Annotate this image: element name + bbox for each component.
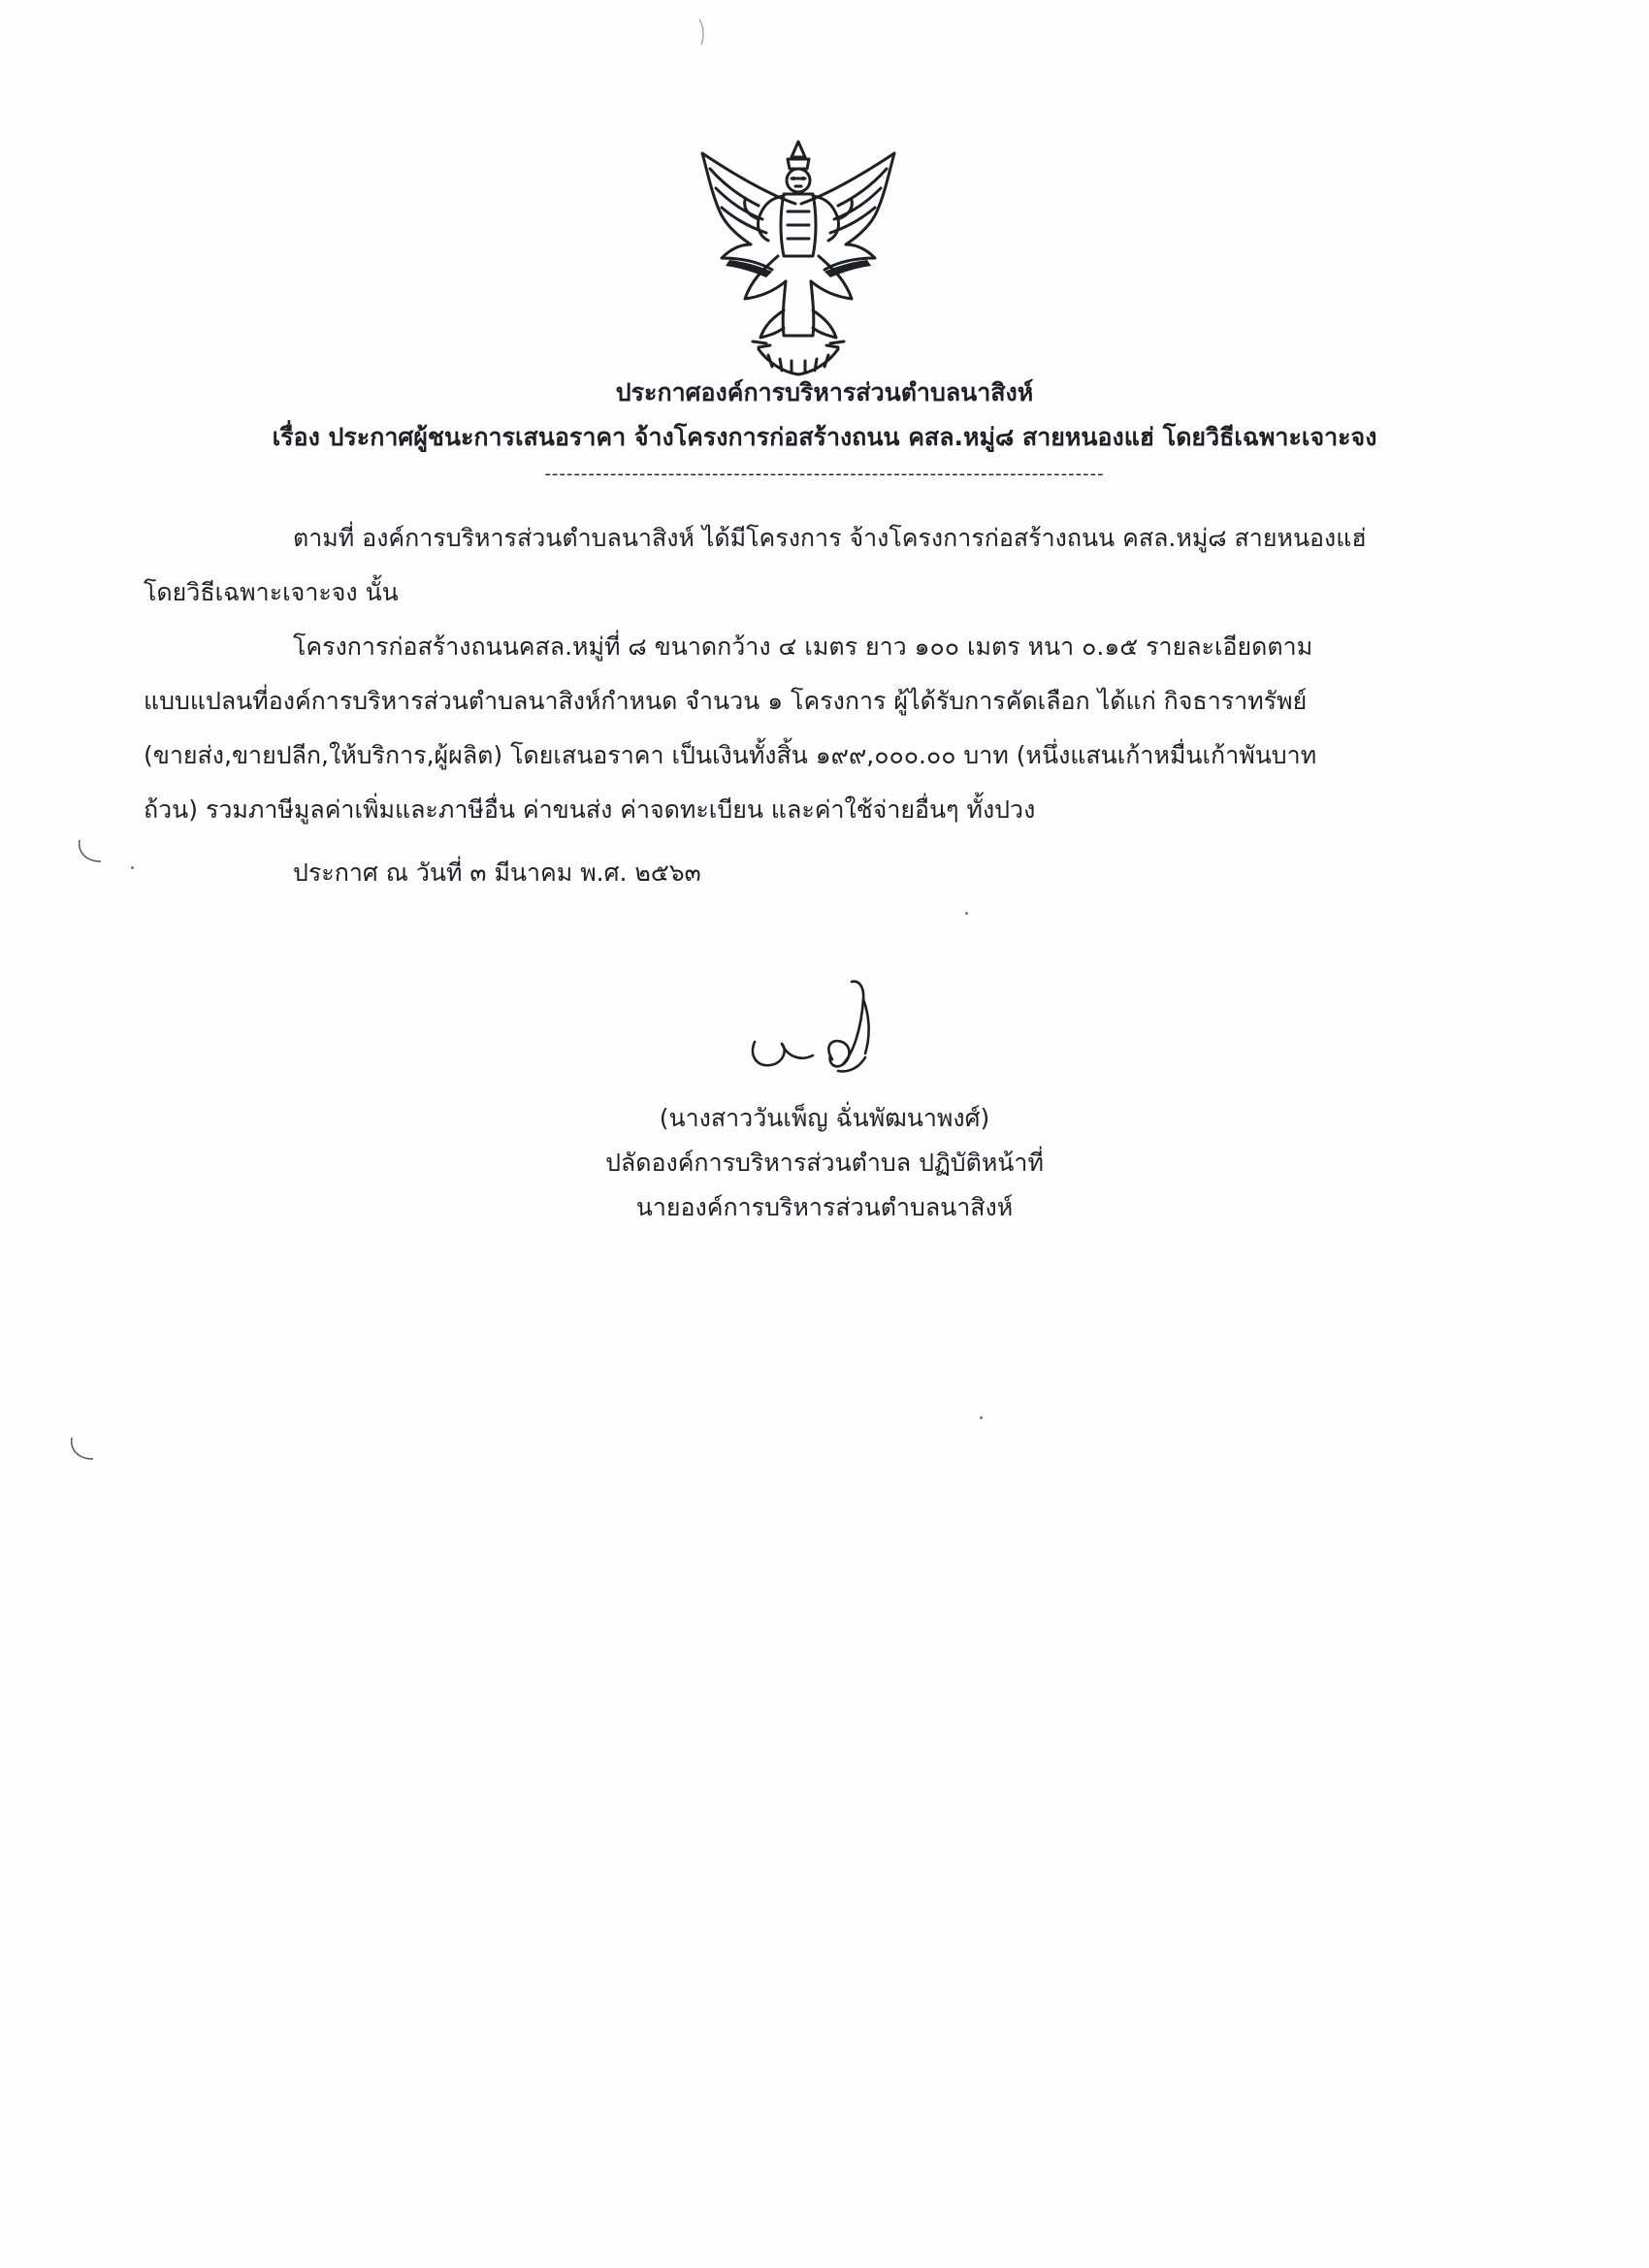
- paragraph-2-line-2: แบบแปลนที่องค์การบริหารส่วนตำบลนาสิงห์กำหนด จำนวน ๑ โครงการ ผู้ได้รับการคัดเลือก ได้แก่ กิจธาราทรัพย์: [144, 687, 1308, 715]
- signatory-name: (นางสาววันเพ็ญ ฉั่นพัฒนาพงศ์): [659, 1104, 990, 1132]
- signatory-position: ปลัดองค์การบริหารส่วนตำบล ปฏิบัติหน้าที่: [605, 1149, 1044, 1177]
- scan-mark: [696, 17, 708, 47]
- paragraph-1-line-2: โดยวิธีเฉพาะเจาะจง นั้น: [144, 578, 399, 606]
- announce-date: ประกาศ ณ วันที่ ๓ มีนาคม พ.ศ. ๒๕๖๓: [293, 859, 701, 887]
- document-header: [97, 371, 1552, 460]
- scan-speck: [980, 1416, 983, 1419]
- punch-hole-mark: [68, 1434, 97, 1463]
- signatory-acting-as: นายองค์การบริหารส่วนตำบลนาสิงห์: [635, 1193, 1014, 1221]
- paragraph-2-line-4: ถ้วน) รวมภาษีมูลค่าเพิ่มและภาษีอื่น ค่าขนส่ง ค่าจดทะเบียน และค่าใช้จ่ายอื่นๆ ทั้งปวง: [144, 795, 1036, 824]
- handwritten-signature-icon: [737, 970, 912, 1086]
- scan-speck: [131, 866, 134, 869]
- document-subject: เรื่อง ประกาศผู้ชนะการเสนอราคา จ้างโครงการก่อสร้างถนน คสล.หมู่๘ สายหนองแฮ่ โดยวิธีเฉพาะเจาะจง: [272, 423, 1377, 451]
- garuda-emblem-icon: [691, 136, 906, 378]
- paragraph-2-line-3: (ขายส่ง,ขายปลีก,ให้บริการ,ผู้ผลิต) โดยเสนอราคา เป็นเงินทั้งสิ้น ๑๙๙,๐๐๐.๐๐ บาท (หนึ่งแสนเก้าหมื่นเก้าพันบาท: [144, 741, 1317, 769]
- organization-title: ประกาศองค์การบริหารส่วนตำบลนาสิงห์: [615, 378, 1034, 406]
- signature-block: [485, 1096, 1164, 1230]
- header-divider: -----------------------------------------------------------------------------: [544, 464, 1105, 484]
- paragraph-2-line-1: โครงการก่อสร้างถนนคสล.หมู่ที่ ๘ ขนาดกว้าง ๔ เมตร ยาว ๑๐๐ เมตร หนา ๐.๑๕ รายละเอียดตาม: [293, 632, 1313, 661]
- paragraph-1-line-1: ตามที่ องค์การบริหารส่วนตำบลนาสิงห์ ได้มีโครงการ จ้างโครงการก่อสร้างถนน คสล.หมู่๘ สายหนองแฮ่: [293, 524, 1367, 552]
- scan-speck: [965, 912, 968, 915]
- punch-hole-mark: [76, 836, 105, 865]
